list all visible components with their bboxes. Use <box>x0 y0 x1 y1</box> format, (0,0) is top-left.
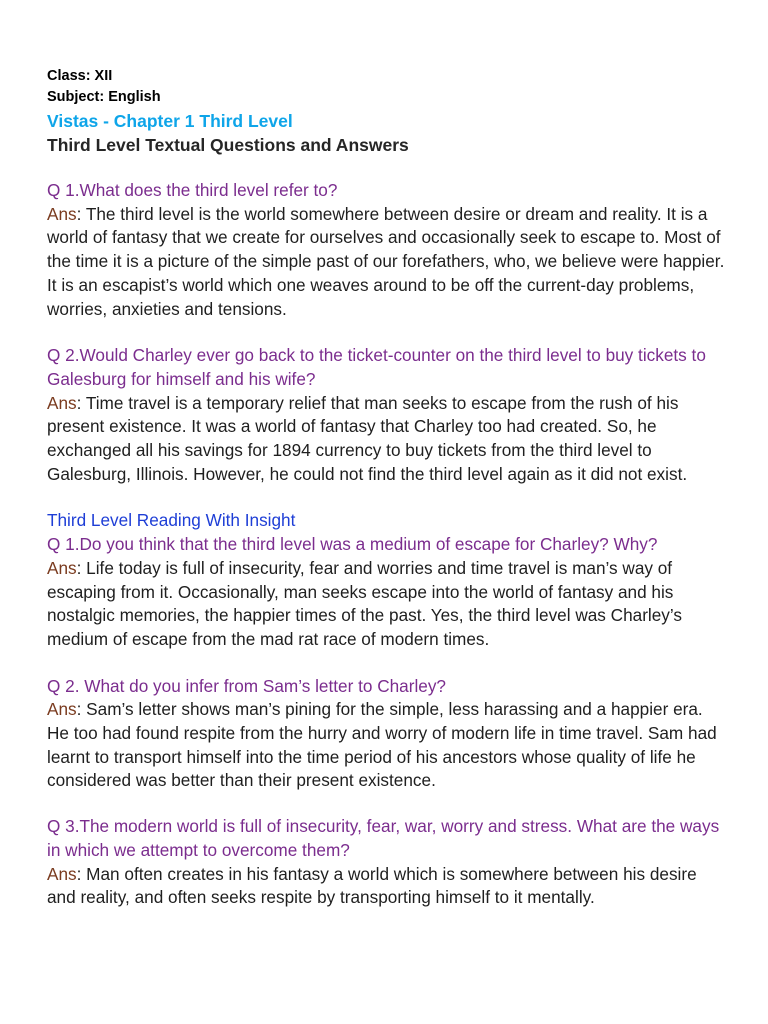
subject-line: Subject: English <box>47 89 161 105</box>
header <box>47 66 728 157</box>
chapter-title: Vistas - Chapter 1 Third Level <box>47 111 293 131</box>
qa-block <box>47 815 728 910</box>
answer-label: Ans <box>47 863 77 884</box>
answer-label: Ans <box>47 392 77 413</box>
question: Q 2. What do you infer from Sam’s letter to Charley? <box>47 675 446 696</box>
answer <box>47 557 728 652</box>
qa-block <box>47 675 728 794</box>
answer-text: : Life today is full of insecurity, fear and worries and time travel is man’s way of escaping from it. Occasionally, man seeks escape into the world of fantasy and his nostalgic memories, the happier times of the past. Yes, the third level was Charley’s medium of escape from the mad rat race of modern times. <box>47 557 682 649</box>
question: Q 1.What does the third level refer to? <box>47 180 338 200</box>
question: Q 2.Would Charley ever go back to the ticket-counter on the third level to buy tickets to Galesburg for himself and his wife? <box>47 345 706 389</box>
answer <box>47 698 728 793</box>
qa-block <box>47 344 728 486</box>
answer-text: : Time travel is a temporary relief that man seeks to escape from the rush of his present existence. It was a world of fantasy that Charley too had created. So, he exchanged all his savings for 1894 currency to buy tickets from the third level to Galesburg, Illinois. However, he could not find the third level again as it did not exist. <box>47 392 688 484</box>
answer-text: : Sam’s letter shows man’s pining for the simple, less harassing and a happier era. He too had found respite from the hurry and worry of modern life in time travel. Sam had learnt to transport himself into the time period of his ancestors whose quality of life he considered was better than their present existence. <box>47 699 717 791</box>
answer <box>47 203 728 322</box>
insight-section-title: Third Level Reading With Insight <box>47 510 296 531</box>
answer-label: Ans <box>47 699 77 720</box>
section-subtitle: Third Level Textual Questions and Answers <box>47 135 409 155</box>
answer <box>47 392 728 487</box>
question: Q 1.Do you think that the third level was a medium of escape for Charley? Why? <box>47 534 658 555</box>
answer <box>47 863 728 910</box>
answer-text: : Man often creates in his fantasy a world which is somewhere between his desire and reality, and often seeks respite by transporting himself to it mentally. <box>47 863 697 908</box>
class-line: Class: XII <box>47 68 113 84</box>
answer-label: Ans <box>47 557 77 578</box>
answer-label: Ans <box>47 203 77 224</box>
qa-block <box>47 179 728 321</box>
qa-block <box>47 509 728 651</box>
answer-text: : The third level is the world somewhere between desire or dream and reality. It is a world of fantasy that we create for ourselves and occasionally seek to escape to. Most of the time it is a picture of the simple past of our forefathers, who, we believe were happier. It is an escapist’s world which one weaves around to be off the current-day problems, worries, anxieties and tensions. <box>47 203 725 319</box>
question: Q 3.The modern world is full of insecurity, fear, war, worry and stress. What are the ways in which we attempt to overcome them? <box>47 816 720 860</box>
